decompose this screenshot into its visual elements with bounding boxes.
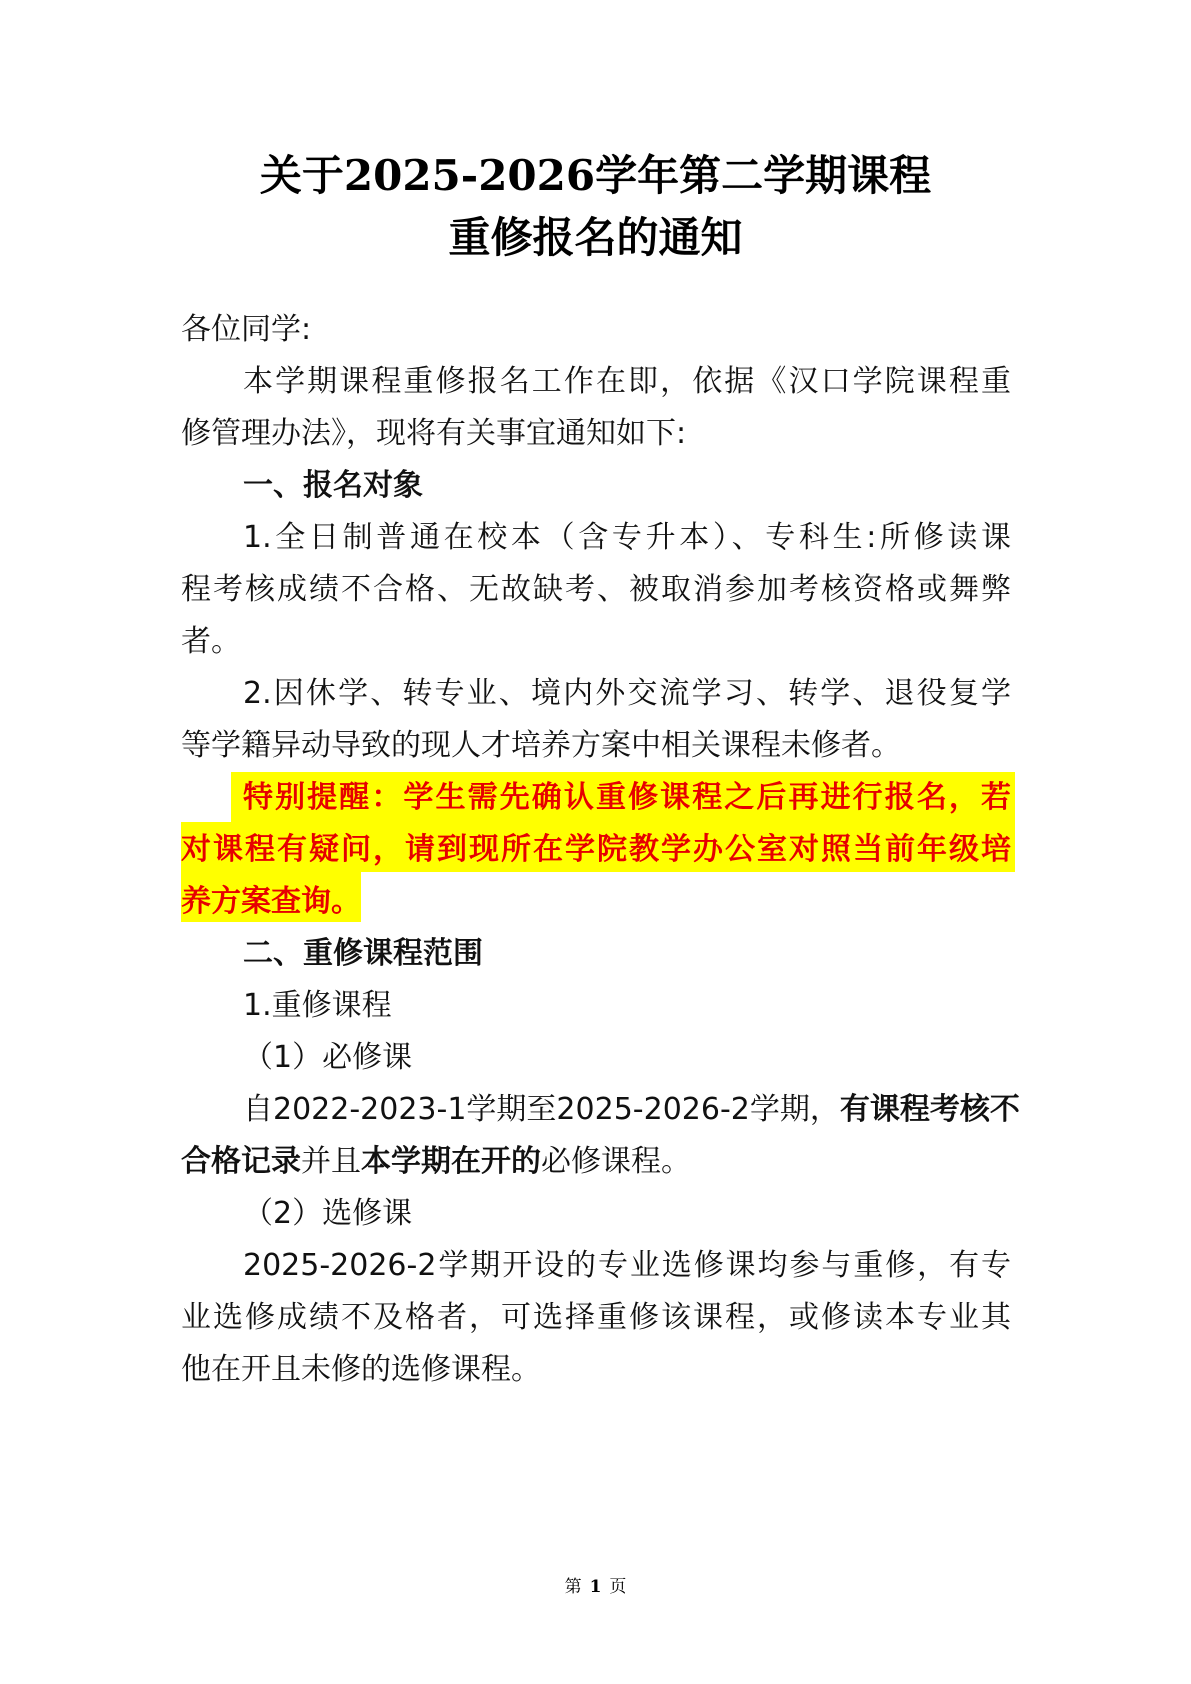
- elective-line-1: 2025-2026-2学期开设的专业选修课均参与重修，有专: [243, 1248, 1011, 1283]
- required-line-1: [243, 1090, 1020, 1130]
- item2-line-2: 等学籍异动导致的现人才培养方案中相关课程未修者。: [181, 728, 901, 763]
- elective-label: （2）选修课: [243, 1196, 413, 1231]
- reminder-line-3: 养方案查询。: [181, 884, 361, 919]
- footer-prefix: 第: [564, 1577, 582, 1597]
- item2-line-1: 2.因休学、转专业、境内外交流学习、转学、退役复学: [243, 676, 1011, 711]
- item1-line-3: 者。: [181, 624, 241, 659]
- section1-heading: 一、报名对象: [243, 468, 423, 503]
- footer-suffix: 页: [609, 1577, 627, 1597]
- required-line-1-bold: 有课程考核不: [839, 1092, 1020, 1127]
- required-bold-2: 本学期在开的: [361, 1144, 541, 1179]
- item1-line-2: 程考核成绩不合格、无故缺考、被取消参加考核资格或舞弊: [181, 572, 1011, 607]
- title-line-2: 重修报名的通知: [448, 213, 743, 262]
- page-footer: [0, 1572, 1191, 1597]
- section2-heading: 二、重修课程范围: [243, 936, 483, 971]
- page-number: 1: [589, 1577, 602, 1597]
- intro-line-1: 本学期课程重修报名工作在即，依据《汉口学院课程重: [243, 364, 1011, 399]
- section2-sub1: 1.重修课程: [243, 988, 392, 1023]
- required-mid: 并且: [301, 1144, 361, 1179]
- title-line-1: 关于2025-2026学年第二学期课程: [259, 151, 932, 200]
- required-line-2: [181, 1142, 1011, 1182]
- required-line-1-text: 自2022-2023-1学期至2025-2026-2学期，: [243, 1092, 840, 1127]
- item1-line-1: 1.全日制普通在校本（含专升本）、专科生:所修读课: [243, 520, 1011, 555]
- elective-line-2: 业选修成绩不及格者，可选择重修该课程，或修读本专业其: [181, 1300, 1011, 1335]
- required-label: （1）必修课: [243, 1040, 413, 1075]
- greeting: 各位同学:: [181, 312, 312, 347]
- intro-line-2: 修管理办法》，现将有关事宜通知如下:: [181, 416, 687, 451]
- required-bold-1: 合格记录: [181, 1144, 301, 1179]
- reminder-line-1: 特别提醒：学生需先确认重修课程之后再进行报名，若: [243, 780, 1011, 815]
- elective-line-3: 他在开且未修的选修课程。: [181, 1352, 541, 1387]
- reminder-line-2: 对课程有疑问，请到现所在学院教学办公室对照当前年级培: [181, 832, 1011, 867]
- required-post: 必修课程。: [541, 1144, 691, 1179]
